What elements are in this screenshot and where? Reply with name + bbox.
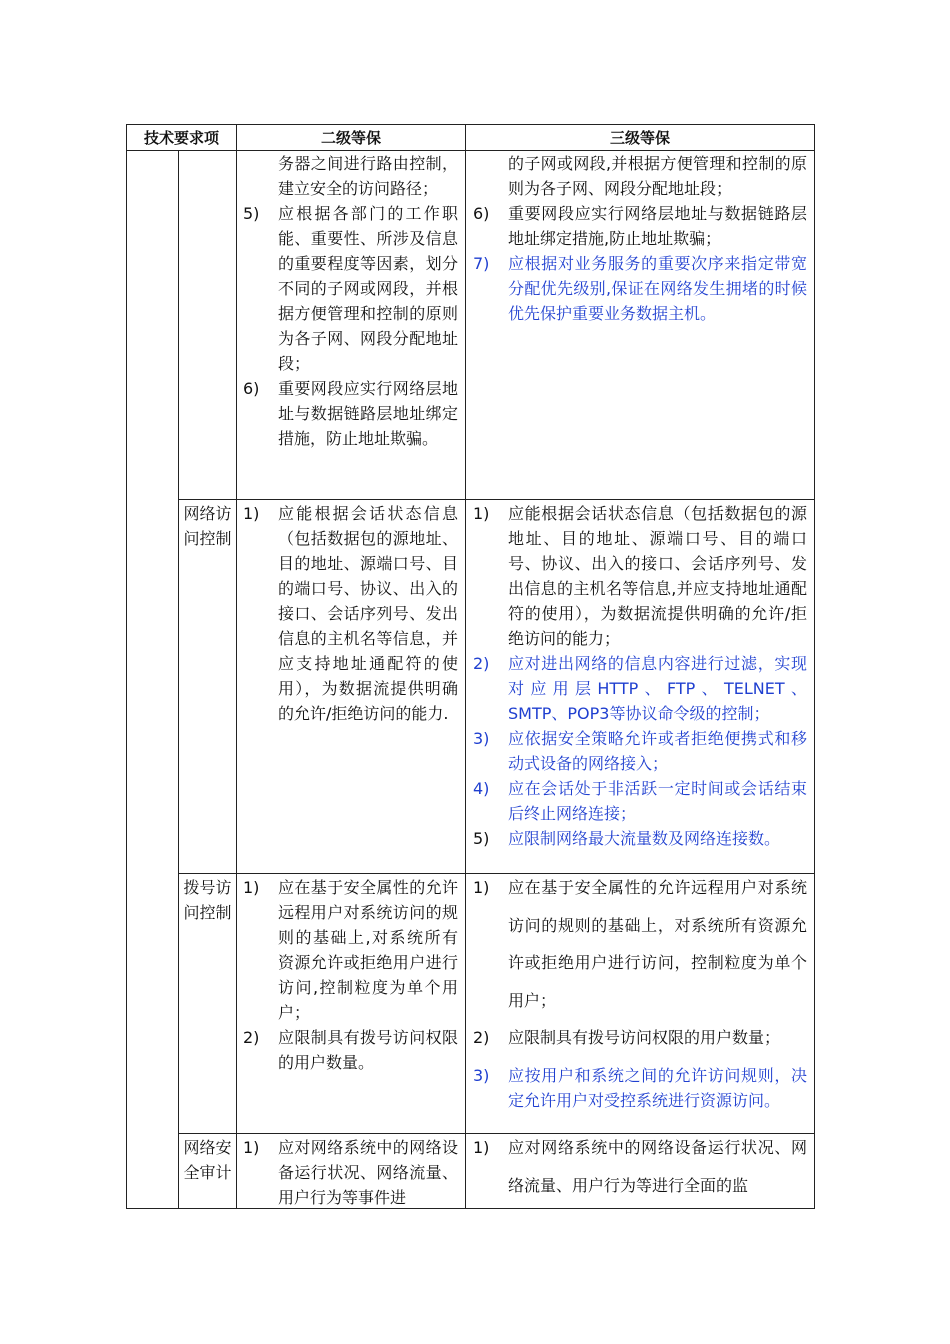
- list-item: 6) 重要网段应实行网络层地址与数据链路层地址绑定措施,防止地址欺骗；: [473, 204, 807, 248]
- row-divider: [178, 499, 815, 500]
- list-item: 5) 应限制网络最大流量数及网络连接数。: [473, 829, 781, 848]
- row4-level2: [243, 1135, 458, 1210]
- row1-level3: [473, 151, 807, 326]
- list-item: 5) 应根据各部门的工作职能、重要性、所涉及信息的重要程度等因素，划分不同的子网或网段，并根据方便管理和控制的原则为各子网、网段分配地址段；: [243, 204, 458, 373]
- list-item: 6) 重要网段应实行网络层地址与数据链路层地址绑定措施，防止地址欺骗。: [243, 379, 458, 448]
- row2-level3: [473, 501, 807, 851]
- header-item: 技术要求项: [143, 129, 219, 147]
- header-level3: 三级等保: [609, 129, 670, 147]
- row4-level3: [473, 1129, 807, 1204]
- list-item: 2) 应限制具有拨号访问权限的用户数量。: [243, 1028, 458, 1072]
- subitem-network-access-control: 网络访问控制: [183, 504, 232, 548]
- list-item: 1) 应对网络系统中的网络设备运行状况、网络流量、用户行为等进行全面的监: [473, 1138, 807, 1195]
- table-top-border: [126, 124, 815, 125]
- list-item: 1) 应能根据会话状态信息（包括数据包的源地址、目的地址、源端口号、目的端口号、协议、出入的接口、会话序列号、发出信息的主机名等信息，并应支持地址通配符的使用），为数据流提供明确的允许/拒绝访问的能力.: [243, 504, 458, 723]
- subcolumn-divider: [178, 150, 179, 1209]
- list-item: 1) 应在基于安全属性的允许远程用户对系统访问的规则的基础上，对系统所有资源允许或拒绝用户进行访问，控制粒度为单个用户；: [473, 878, 807, 1010]
- row3-level3: [473, 869, 807, 1113]
- list-item: 4) 应在会话处于非活跃一定时间或会话结束后终止网络连接；: [473, 779, 807, 823]
- row2-level2: [243, 501, 458, 726]
- header-level2: 二级等保: [320, 129, 381, 147]
- row3-level2: [243, 875, 458, 1075]
- table-bottom-border: [126, 1208, 815, 1209]
- table-right-border: [814, 124, 815, 1209]
- column-divider: [236, 124, 237, 1209]
- subitem-dialup-access-control: 拨号访问控制: [183, 878, 232, 922]
- list-item: 1) 应在基于安全属性的允许远程用户对系统访问的规则的基础上,对系统所有资源允许或拒绝用户进行访问,控制粒度为单个用户；: [243, 878, 458, 1022]
- column-divider: [465, 124, 466, 1209]
- list-item: 7) 应根据对业务服务的重要次序来指定带宽分配优先级别,保证在网络发生拥堵的时候优先保护重要业务数据主机。: [473, 254, 807, 323]
- list-item: 2) 应对进出网络的信息内容进行过滤，实现对应用层HTTP、FTP、TELNET、SMTP、POP3等协议命令级的控制；: [473, 654, 807, 723]
- list-item: 的子网或网段,并根据方便管理和控制的原则为各子网、网段分配地址段；: [508, 154, 807, 198]
- table-left-border: [126, 124, 127, 1209]
- row1-level2: [243, 151, 458, 451]
- list-item: 务器之间进行路由控制，建立安全的访问路径；: [278, 154, 458, 198]
- list-item: 3) 应依据安全策略允许或者拒绝便携式和移动式设备的网络接入；: [473, 729, 807, 773]
- list-item: 1) 应对网络系统中的网络设备运行状况、网络流量、用户行为等事件进: [243, 1138, 458, 1207]
- subitem-network-security-audit: 网络安全审计: [183, 1138, 232, 1182]
- list-item: 1) 应能根据会话状态信息（包括数据包的源地址、目的地址、源端口号、目的端口号、协议、出入的接口、会话序列号、发出信息的主机名等信息,并应支持地址通配符的使用），为数据流提供明确的允许/拒绝访问的能力；: [473, 504, 807, 648]
- list-item: 3) 应按用户和系统之间的允许访问规则，决定允许用户对受控系统进行资源访问。: [473, 1065, 807, 1110]
- list-item: 2) 应限制具有拨号访问权限的用户数量；: [473, 1028, 781, 1047]
